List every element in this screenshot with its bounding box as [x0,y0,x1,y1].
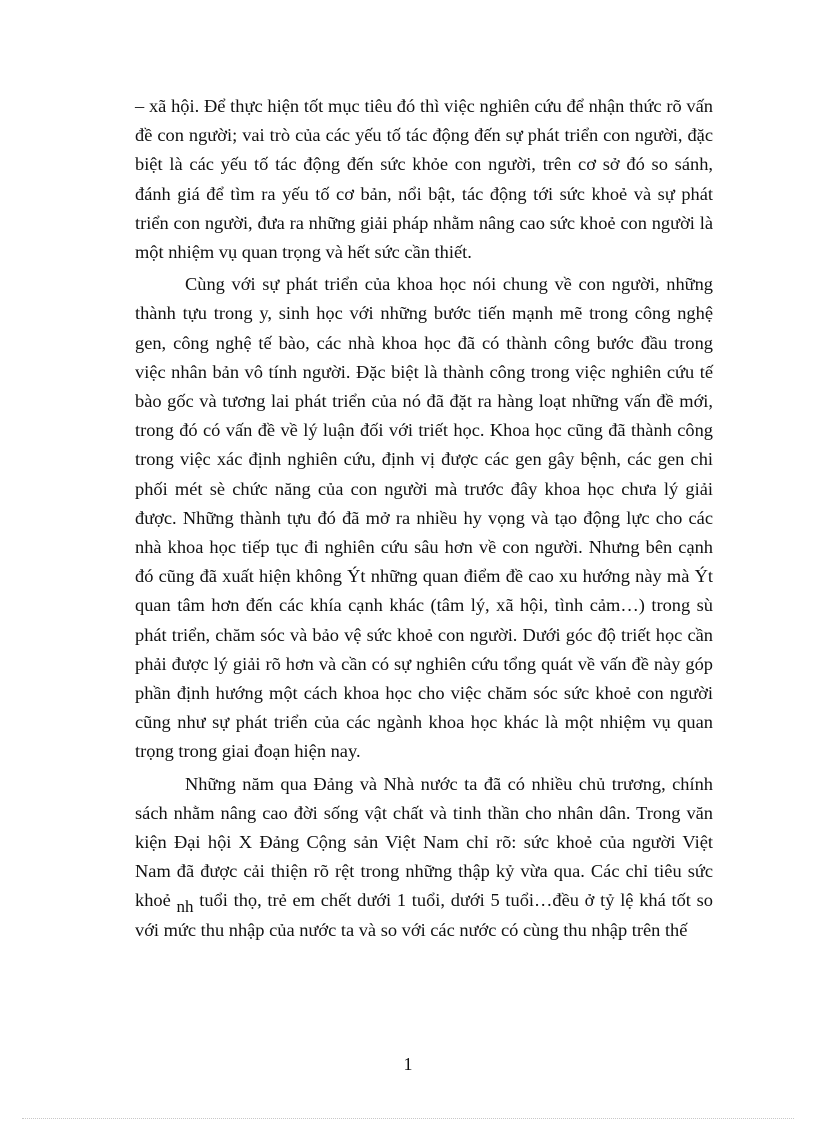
paragraph-1 [135,92,713,267]
subscript-fragment: nh [176,897,194,917]
text-line: với mức thu nhập của nước ta và so với các nước có cùng thu nhập trên thế [135,919,688,940]
text-line: nhà khoa học tiếp tục đi nghiên cứu sâu hơn về con người. Nhưng bên cạnh [135,537,713,558]
text-line: trọng trong giai đoạn hiện nay. [135,741,361,762]
text-line: phải được lý giải rõ hơn và cần có sự nghiên cứu tổng quát về vấn đề này góp [135,653,713,674]
page-number: 1 [403,1054,413,1074]
text-line: phần định hướng một cách khoa học cho việc chăm sóc sức khoẻ con người [135,683,713,704]
page-edge-divider [22,1118,794,1119]
text-fragment: tuổi thọ, trẻ em chết dưới 1 tuổi, dưới 5 tuổi…đều ở tỷ lệ khá tốt so [193,890,713,911]
text-line: sách nhằm nâng cao đời sống vật chất và tinh thần cho nhân dân. Trong văn [135,802,713,823]
text-line: một nhiệm vụ quan trọng và hết sức cần thiết. [135,242,472,263]
text-line: – xã hội. Để thực hiện tốt mục tiêu đó thì việc nghiên cứu để nhận thức rõ vấn [135,96,713,116]
paragraph-2 [135,270,713,766]
text-line: việc nhân bản vô tính người. Đặc biệt là thành công trong việc nghiên cứu tế [135,361,713,382]
text-line: quan tâm hơn đến các khía cạnh khác (tâm lý, xã hội, tình cảm…) trong sù [135,595,713,616]
text-line: phát triển, chăm sóc và bảo vệ sức khoẻ con người. Dưới góc độ triết học cần [135,624,713,645]
text-line: cũng như sự phát triển của các ngành khoa học khác là một nhiệm vụ quan [135,712,713,733]
text-line: Cùng với sự phát triển của khoa học nói chung về con người, những [185,274,713,295]
text-line: trong việc xác định nghiên cứu, định vị được các gen gây bệnh, các gen chi [135,449,713,470]
text-line: được. Những thành tựu đó đã mở ra nhiều hy vọng và tạo động lực cho các [135,507,713,528]
text-line: bào gốc và tương lai phát triển của nó đã đặt ra hàng loạt những vấn đề mới, [135,391,713,412]
text-line: đánh giá để tìm ra yếu tố cơ bản, nổi bật, tác động tới sức khoẻ và sự phát [135,183,713,204]
text-line: thành tựu trong y, sinh học với những bước tiến mạnh mẽ trong công nghệ [135,303,713,324]
text-line: phối mét sè chức năng của con người mà trước đây khoa học chưa lý giải [135,478,713,499]
paragraph-3 [135,770,713,945]
text-line: đề con người; vai trò của các yếu tố tác động đến sự phát triển con người, đặc [135,125,713,146]
text-line: Nam đã được cải thiện rõ rệt trong những thập kỷ vừa qua. Các chỉ tiêu sức [135,861,713,882]
text-line: trong đó có vấn đề về lý luận đối với triết học. Khoa học cũng đã thành công [135,420,713,441]
text-line: gen, công nghệ tế bào, các nhà khoa học đã có thành công bước đầu trong [135,332,713,353]
text-line: triển con người, đưa ra những giải pháp nhằm nâng cao sức khoẻ con người là [135,212,713,233]
text-line: đó cũng đã xuất hiện không Ýt những quan điểm đề cao xu hướng này mà Ýt [135,566,713,587]
body-text [135,92,713,945]
text-line: biệt là các yếu tố tác động đến sức khỏe con người, trên cơ sở đó so sánh, [135,154,713,175]
text-line: kiện Đại hội X Đảng Cộng sản Việt Nam chỉ rõ: sức khoẻ của người Việt [135,832,713,853]
text-line: Những năm qua Đảng và Nhà nước ta đã có nhiều chủ trương, chính [185,773,713,794]
text-line [135,886,713,915]
text-fragment: khoẻ [135,890,177,911]
